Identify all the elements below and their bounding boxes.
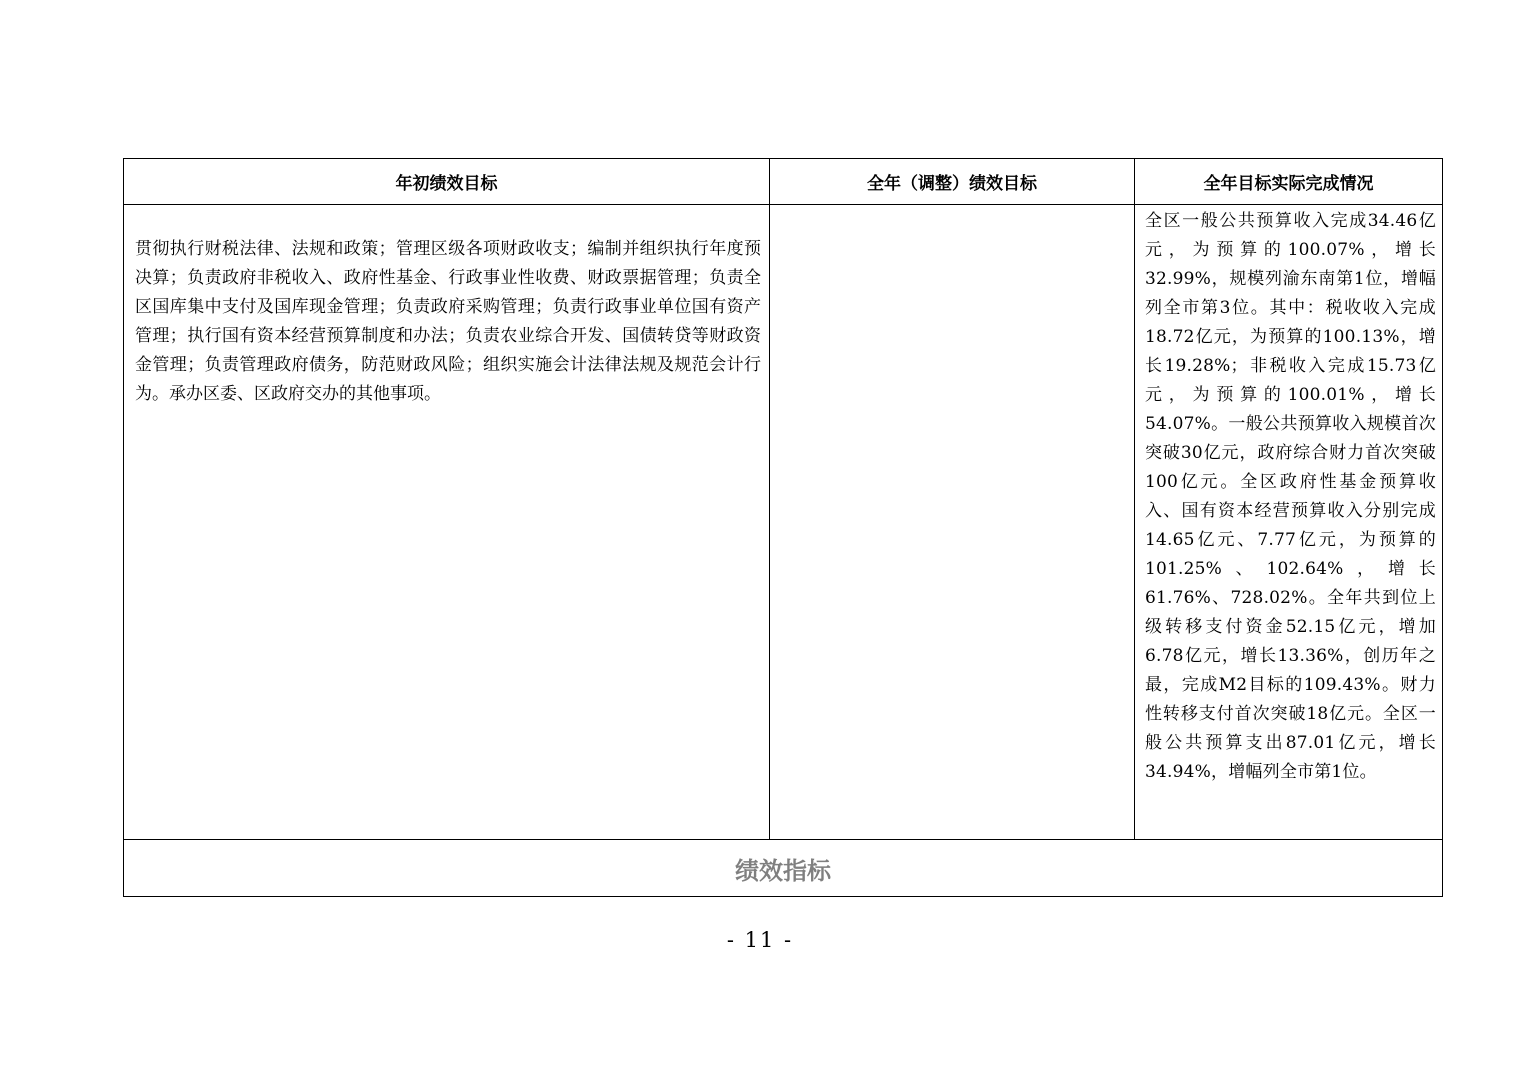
header-adjusted-target: 全年（调整）绩效目标 — [770, 159, 1135, 205]
cell-adjusted-target — [770, 205, 1135, 840]
header-initial-target: 年初绩效目标 — [124, 159, 770, 205]
page-number: - 11 - — [726, 928, 794, 952]
section-row — [124, 840, 1443, 897]
actual-completion-text: 全区一般公共预算收入完成34.46亿元，为预算的100.07%，增长32.99%，规模列渝东南第1位，增幅列全市第3位。其中：税收收入完成18.72亿元，为预算的100.13%，增长19.28%；非税收入完成15.73亿元，为预算的100.01%，增长54.07%。一般公共预算收入规模首次突破30亿元，政府综合财力首次突破100亿元。全区政府性基金预算收入、国有资本经营预算收入分别完成14.65亿元、7.77亿元，为预算的 101.25%、102.64%，增长61.76%、728.02%。全年共到位上级转移支付资金52.15亿元，增加6.78亿元，增长13.36%，创历年之最，完成M2目标的109.43%。财力性转移支付首次突破18亿元。全区一般公共预算支出87.01亿元，增长34.94%，增幅列全市第1位。 — [1145, 211, 1436, 782]
cell-initial-target — [124, 205, 770, 840]
table-row — [124, 205, 1443, 840]
initial-target-text: 贯彻执行财税法律、法规和政策；管理区级各项财政收支；编制并组织执行年度预决算；负责政府非税收入、政府性基金、行政事业性收费、财政票据管理；负责全区国库集中支付及国库现金管理；负责政府采购管理；负责行政事业单位国有资产管理；执行国有资本经营预算制度和办法；负责农业综合开发、国债转贷等财政资金管理；负责管理政府债务，防范财政风险；组织实施会计法律法规及规范会计行为。承办区委、区政府交办的其他事项。 — [135, 239, 761, 404]
adjusted-target-text — [770, 205, 1134, 235]
table-header-row — [124, 159, 1443, 205]
performance-table — [123, 158, 1443, 897]
header-actual-completion: 全年目标实际完成情况 — [1135, 159, 1443, 205]
cell-actual-completion — [1135, 205, 1443, 840]
section-title: 绩效指标 — [124, 840, 1443, 897]
